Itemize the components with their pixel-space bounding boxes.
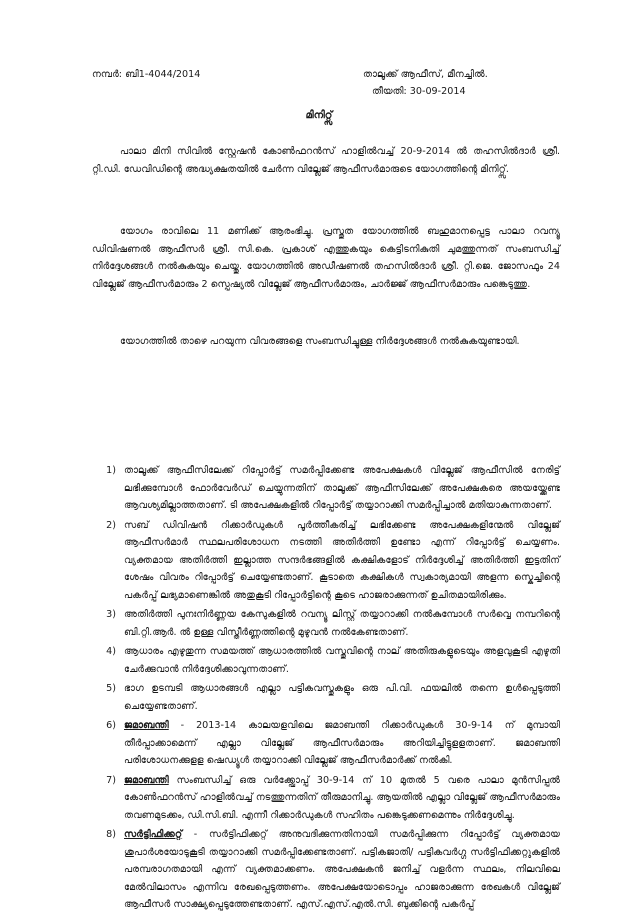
list-item-text: സംബന്ധിച്ച് ഒരു വർക്ക്ഷോപ്പ് 30-9-14 ന് 10 മുതൽ 5 വരെ പാലാ മുൻസിപ്പൽ കോൺഫറൻസ് ഹാളിൽവച്ച് നടത്തുന്നതിന് തീരുമാനിച്ചു. ആയതിൽ എല്ലാ വില്ലേജ് ആഫീസർമാരും തവണമുടക്കം, ഡി.സി.ബി. എന്നീ റിക്കാർഡുകൾ സഹിതം പങ്കെടുക്കണമെന്നും നിർദ്ദേശിച്ചു. — [124, 774, 560, 821]
list-item-text: താലൂക്ക് ആഫീസിലേക്ക് റിപ്പോർട്ട് സമർപ്പിക്കേണ്ട അപേക്ഷകൾ വില്ലേജ് ആഫീസിൽ നേരിട്ട് ലഭിക്കുമ്പോൾ ഫോർവേർഡ് ചെയ്യുന്നതിന് താലൂക്ക് ആഫീസിലേക്ക് അപേക്ഷകരെ അയയ്ക്കേണ്ട ആവശ്യമില്ലാത്തതാണ്. ടി അപേക്ഷകളിൽ റിപ്പോർട്ട് തയ്യാറാക്കി സമർപ്പിച്ചാൽ മതിയാകുന്നതാണ്. — [124, 465, 560, 511]
list-item — [92, 606, 560, 641]
list-item — [92, 680, 560, 715]
list-item-number: 1) — [106, 465, 116, 476]
instructions-paragraph: യോഗത്തിൽ താഴെ പറയുന്ന വിവരങ്ങളെ സംബന്ധിച്ചുള്ള നിർദ്ദേശങ്ങൾ നൽകുകയുണ്ടായി. — [120, 336, 520, 347]
list-item-text: ആധാരം എഴുതുന്ന സമയത്ത് ആധാരത്തിൽ വസ്തുവിന്റെ നാല് അതിരുകളുടെയും അളവുകൂടി എഴുതി ചേർക്കുവാൻ നിർദ്ദേശിക്കാവുന്നതാണ്. — [124, 646, 560, 675]
list-item-text: സബ് ഡിവിഷൻ റിക്കാർഡുകൾ പൂർത്തീകരിച്ച് ലഭിക്കേണ്ട അപേക്ഷകളിന്മേൽ വില്ലേജ് ആഫീസർമാർ സ്ഥലപരിശോധന നടത്തി അതിർത്തി ഉണ്ടോ എന്ന് റിപ്പോർട്ട് ചെയ്യണം. വ്യക്തമായ അതിർത്തി ഇല്ലാത്ത സന്ദർഭങ്ങളിൽ കക്ഷികളോട് നിർദ്ദേശിച്ച് അതിർത്തി ഇട്ടതിന് ശേഷം വിവരം റിപ്പോർട്ട് ചെയ്യേണ്ടതാണ്. കൂടാതെ കക്ഷികൾ സ്വകാര്യമായി അളന്ന സ്കെച്ചിന്റെ പകർപ്പ് ലഭ്യമാണെങ്കിൽ അതുകൂടി റിപ്പോർട്ടിന്റെ കൂടെ ഹാജരാക്കുന്നത് ഉചിതമായിരിക്കും. — [124, 519, 560, 601]
document-title: മിനിറ്റ്സ് — [305, 110, 333, 121]
intro-paragraph: പാലാ മിനി സിവിൽ സ്റ്റേഷൻ കോൺഫറൻസ് ഹാളിൽവച്ച് 20-9-2014 ൽ തഹസിൽദാർ ശ്രീ. റ്റി.ഡി. ഡേവിഡിന്റെ അദ്ധ്യക്ഷതയിൽ ചേർന്ന വില്ലേജ് ആഫീസർമാരുടെ യോഗത്തിന്റെ മിനിറ്റ്സ്. — [92, 146, 560, 175]
list-item — [92, 462, 560, 515]
list-item — [92, 772, 560, 825]
list-item-number: 7) — [106, 774, 116, 786]
list-item-text: ഭാഗ ഉടമ്പടി ആധാരങ്ങൾ എല്ലാ പട്ടികവസ്തുകളും ഒരു പി.വി. ഫയലിൽ തന്നെ ഉൾപ്പെടുത്തി ചെയ്യേണ്ടതാണ്. — [124, 683, 560, 712]
list-item-text: - 2013-14 കാലയളവിലെ ജമാബന്തി റിക്കാർഡുകൾ 30-9-14 ന് മുമ്പായി തീർപ്പാക്കാമെന്ന് എല്ലാ വില്ലേജ് ആഫീസർമാരും അറിയിച്ചിട്ടുളളതാണ്. ജമാബന്തി പരിശോധനക്കുളള ഷെഡ്യൂൾ തയ്യാറാക്കി വില്ലേജ് ആഫീസർമാർക്ക് നൽകി. — [124, 720, 560, 766]
office-name: താലൂക്ക് ആഫീസ്, മീനച്ചിൽ. — [363, 69, 488, 80]
list-item-number: 8) — [106, 829, 116, 840]
list-item — [92, 517, 560, 605]
list-item — [92, 717, 560, 770]
list-item-text: അതിർത്തി പുനഃനിർണ്ണയ കേസുകളിൽ റവന്യൂ ലിസ്റ്റ് തയ്യാറാക്കി നൽകുമ്പോൾ സർവ്വെ നമ്പറിന്റെ ബി.റ്റി.ആർ. ൽ ഉള്ള വിസ്തീർണ്ണത്തിന്റെ മുഴുവൻ നൽകേണ്ടതാണ്. — [124, 609, 560, 638]
list-item-text: - സർട്ടിഫിക്കറ്റ് അനുവദിക്കുന്നതിനായി സമർപ്പിക്കുന്ന റിപ്പോർട്ട് വ്യക്തമായ ശുപാർശയോടുകൂടി തയ്യാറാക്കി സമർപ്പിക്കേണ്ടതാണ്. പട്ടികജാതി/ പട്ടികവർഗ്ഗ സർട്ടിഫിക്കറ്റുകളിൽ പരമ്പരാഗതമായി എന്ന് വ്യക്തമാക്കണം. അപേക്ഷകൻ ജനിച്ച് വളർന്ന സ്ഥലം, നിലവിലെ മേൽവിലാസം എന്നിവ രേഖപ്പെടുത്തണം. അപേക്ഷയോടൊപ്പം ഹാജരാക്കുന്ന രേഖകൾ വില്ലേജ് ആഫീസർ സാക്ഷ്യപ്പെടുത്തേണ്ടതാണ്. എസ്.എസ്.എൽ.സി. ബുക്കിന്റെ പകർപ്പ് — [124, 829, 560, 910]
list-item-heading: ജമാബന്തി — [124, 774, 169, 786]
list-item-number: 5) — [106, 683, 116, 694]
list-item-heading: സർട്ടിഫിക്കറ്റ് — [124, 829, 183, 840]
list-item-number: 3) — [106, 609, 116, 620]
meeting-paragraph: യോഗം രാവിലെ 11 മണിക്ക് ആരംഭിച്ചു. പ്രസ്തുത യോഗത്തിൽ ബഹുമാനപ്പെട്ട പാലാ റവന്യൂ ഡിവിഷണൽ ആഫീസർ ശ്രീ. സി.കെ. പ്രകാശ് എത്തുകയും കെട്ടിടനികുതി ചുമത്തുന്നത് സംബന്ധിച്ച് നിർദ്ദേശങ്ങൾ നൽകുകയും ചെയ്തു. യോഗത്തിൽ അഡീഷണൽ തഹസിൽദാർ ശ്രീ. റ്റി.ജെ. ജോസഫും 24 വില്ലേജ് ആഫീസർമാരും 2 സ്പെഷ്യൽ വില്ലേജ് ആഫീസർമാരും, ചാർജ്ജ് ആഫീസർമാരും പങ്കെടുത്തു. — [92, 226, 560, 290]
reference-number: നമ്പർ: ബി1-4044/2014 — [92, 69, 201, 80]
instructions-list — [92, 462, 560, 916]
list-item-number: 6) — [106, 720, 116, 731]
list-item-heading: ജമാബന്തി — [124, 720, 169, 731]
list-item-number: 4) — [106, 646, 116, 657]
list-item — [92, 826, 560, 914]
list-item-number: 2) — [106, 519, 116, 531]
list-item — [92, 643, 560, 678]
document-date: തീയതി: 30-09-2014 — [372, 86, 466, 97]
